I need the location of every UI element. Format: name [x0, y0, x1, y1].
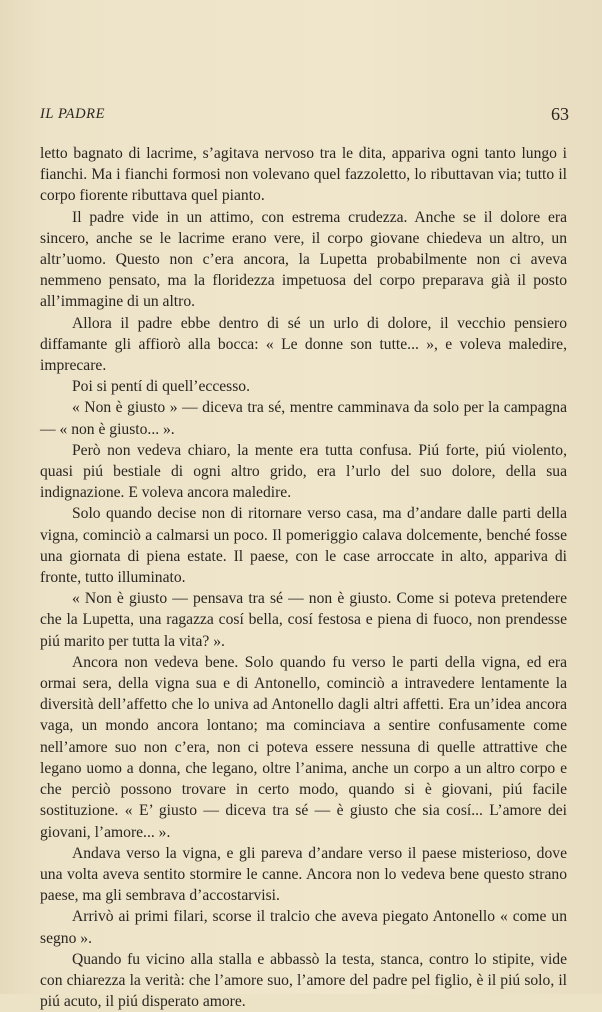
paragraph: Quando fu vicino alla stalla e abbassò la testa, stanca, contro lo stipite, vide con chiarezza la verità: che l’amore suo, l’amore del padre pel figlio, è il piú solo, il piú acuto, il piú disperato amore.	[40, 950, 567, 1011]
body-text	[40, 143, 567, 1012]
paragraph: Andava verso la vigna, e gli pareva d’andare verso il paese misterioso, dove una volta aveva sentito stormire le canne. Ancora non lo vedeva bene questo strano paese, ma gli sembrava d’accostarvisi.	[40, 844, 567, 905]
paragraph: Solo quando decise non di ritornare verso casa, ma d’andare dalle parti della vigna, cominciò a calmarsi un poco. Il pomeriggio calava dolcemente, benché fosse una giornata di piena estate. Il paese, con le case arroccate in alto, appariva di fronte, tutto illuminato.	[40, 505, 567, 587]
page-header	[40, 104, 569, 128]
paragraph: Però non vedeva chiaro, la mente era tutta confusa. Piú forte, piú violento, quasi piú bestiale di ogni altro grido, era l’urlo del suo dolore, della sua indignazione. E voleva ancora maledire.	[40, 441, 567, 502]
paragraph: letto bagnato di lacrime, s’agitava nervoso tra le dita, appariva ogni tanto lungo i fianchi. Ma i fianchi formosi non volevano quel fazzoletto, lo ributtavan via; tutto il corpo fiorente ributtava quel pianto.	[40, 145, 567, 205]
paragraph: Il padre vide in un attimo, con estrema crudezza. Anche se il dolore era sincero, anche se le lacrime erano vere, il corpo giovane chiedeva un altro, un altr’uomo. Questo non c’era ancora, la Lupetta probabilmente non ci aveva nemmeno pensato, ma la floridezza impetuosa del corpo preparava già il posto all’immagine di un altro.	[40, 208, 567, 311]
paragraph: « Non è giusto — pensava tra sé — non è giusto. Come si poteva pretendere che la Lupetta, una ragazza cosí bella, cosí festosa e piena di fuoco, non prendesse piú marito per tutta la vita? ».	[40, 590, 567, 650]
paragraph: « Non è giusto » — diceva tra sé, mentre camminava da solo per la campagna — « non è giusto... ».	[40, 399, 567, 438]
running-title: IL PADRE	[40, 106, 106, 122]
page-number: 63	[551, 104, 569, 124]
paragraph: Allora il padre ebbe dentro di sé un urlo di dolore, il vecchio pensiero diffamante gli affiorò alla bocca: « Le donne son tutte... », e voleva maledire, imprecare.	[40, 314, 567, 375]
paragraph: Arrivò ai primi filari, scorse il tralcio che aveva piegato Antonello « come un segno ».	[40, 908, 567, 947]
paragraph: Ancora non vedeva bene. Solo quando fu verso le parti della vigna, ed era ormai sera, della vigna sua e di Antonello, cominciò a intravedere lentamente la diversità dell’affetto che lo univa ad Antonello dagli altri affetti. Era un’idea ancora vaga, un mondo ancora lontano; ma cominciava a sentire confusamente come nell’amore suo non c’era, non ci poteva essere nessuna di quelle attrattive che legano uomo a donna, che legano, oltre l’anima, anche un corpo a un altro corpo e che perciò possono trovare in certo modo, quando si è giovani, piú facile sostituzione. « E’ giusto — diceva tra sé — è giusto che sia cosí... L’amore dei giovani, l’amore... ».	[40, 653, 567, 841]
paragraph: Poi si pentí di quell’eccesso.	[72, 378, 250, 396]
